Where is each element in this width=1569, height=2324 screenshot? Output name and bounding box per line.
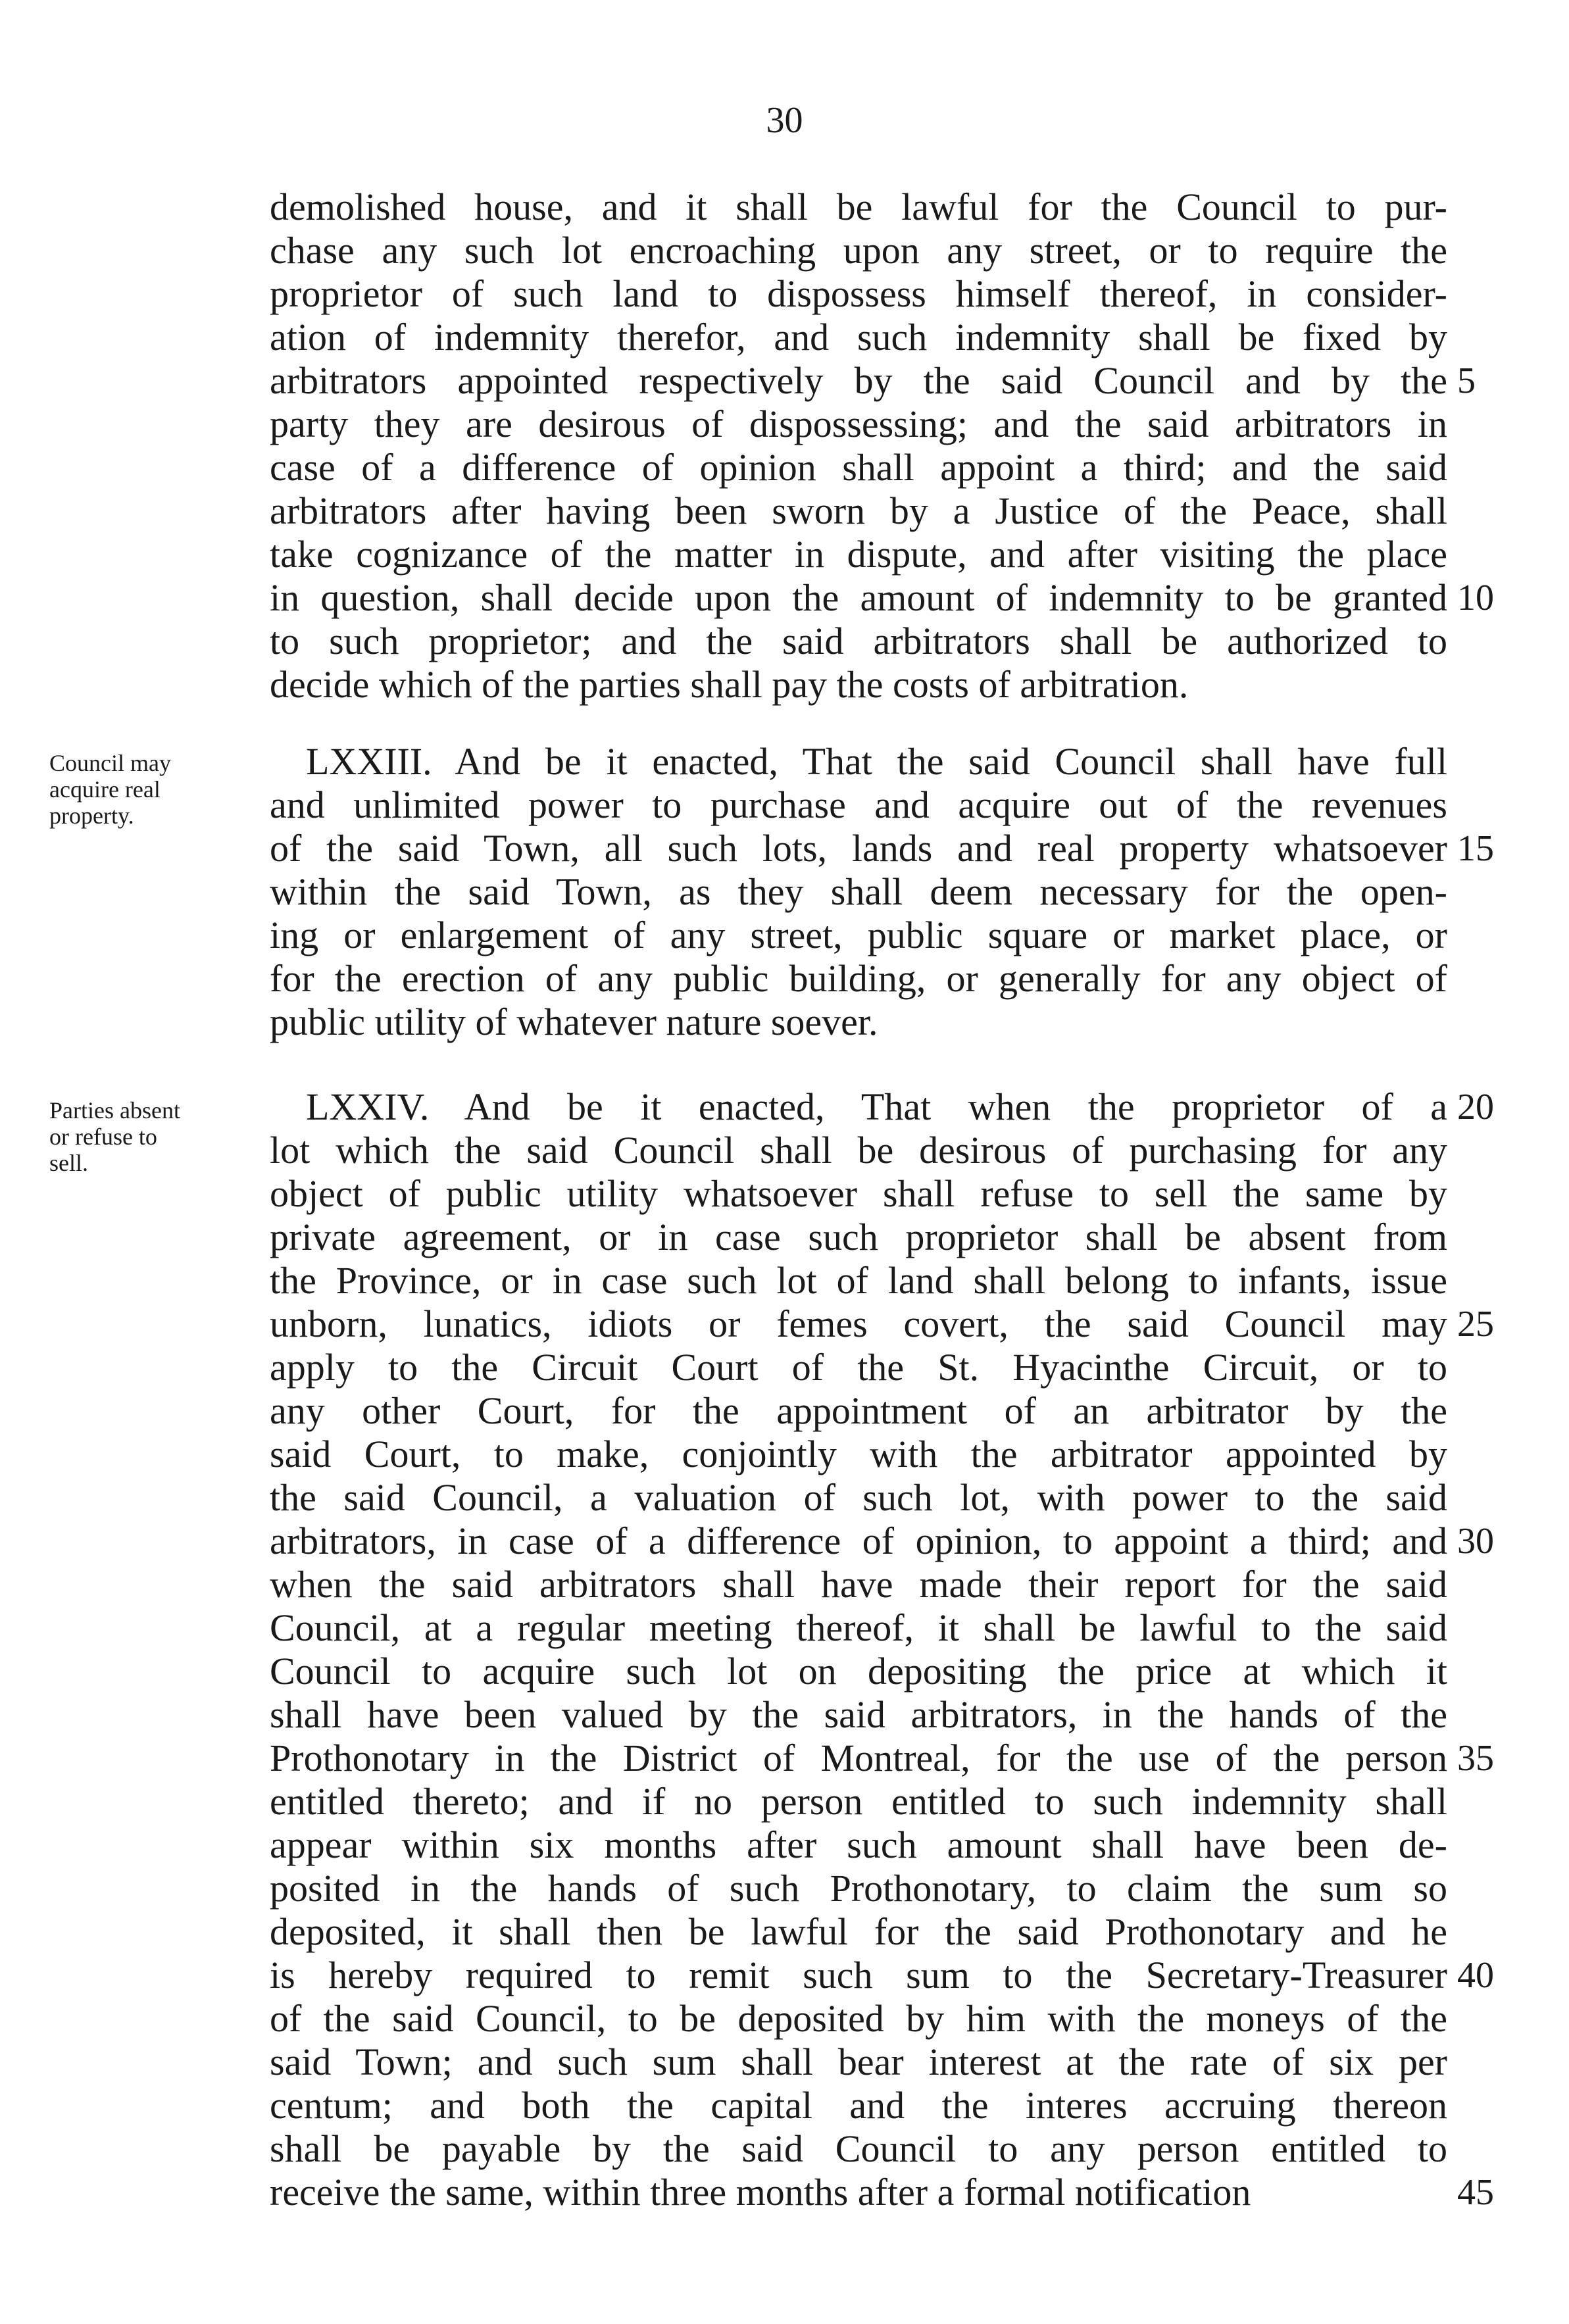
text-line: object of public utility whatsoever shall refuse to sell the same by <box>270 1172 1447 1215</box>
text-line: demolished house, and it shall be lawful for the Council to pur- <box>270 185 1447 228</box>
text-line: ation of indemnity therefor, and such indemnity shall be fixed by <box>270 316 1447 358</box>
line-number: 35 <box>1457 1738 1494 1779</box>
text-line: and unlimited power to purchase and acquire out of the revenues <box>270 783 1447 826</box>
text-line: within the said Town, as they shall deem necessary for the open- <box>270 870 1447 913</box>
text-line: shall be payable by the said Council to any person entitled to <box>270 2127 1447 2170</box>
line-number: 5 <box>1457 360 1476 401</box>
line-number: 10 <box>1457 578 1494 618</box>
paragraph-continuation <box>270 185 1447 706</box>
text-line: unborn, lunatics, idiots or femes covert, the said Council may <box>270 1302 1447 1345</box>
line-number: 15 <box>1457 828 1494 869</box>
text-line: LXXIV. And be it enacted, That when the proprietor of a <box>306 1085 1447 1128</box>
text-line: arbitrators after having been sworn by a Justice of the Peace, shall <box>270 489 1447 532</box>
line-number: 45 <box>1457 2172 1494 2213</box>
text-line: party they are desirous of dispossessing; and the said arbitrators in <box>270 403 1447 445</box>
text-line: is hereby required to remit such sum to the Secretary-Treasurer <box>270 1954 1447 1996</box>
text-line: centum; and both the capital and the interes accruing thereon <box>270 2084 1447 2127</box>
text-line: Council to acquire such lot on depositing the price at which it <box>270 1650 1447 1693</box>
line-number: 20 <box>1457 1087 1494 1127</box>
text-line: any other Court, for the appointment of an arbitrator by the <box>270 1389 1447 1432</box>
text-line: deposited, it shall then be lawful for the said Prothonotary and he <box>270 1910 1447 1953</box>
text-line: to such proprietor; and the said arbitrators shall be authorized to <box>270 620 1447 662</box>
margin-note-line: or refuse to <box>49 1124 157 1150</box>
margin-note-line: Parties absent <box>49 1097 180 1124</box>
margin-note-lxxiv <box>49 1097 260 1176</box>
text-line: posited in the hands of such Prothonotary, to claim the sum so <box>270 1867 1447 1910</box>
page-number: 30 <box>766 100 803 141</box>
text-line: appear within six months after such amount shall have been de- <box>270 1823 1447 1866</box>
text-line: decide which of the parties shall pay the costs of arbitration. <box>270 663 1189 706</box>
text-line: said Court, to make, conjointly with the arbitrator appointed by <box>270 1433 1447 1475</box>
text-line: chase any such lot encroaching upon any street, or to require the <box>270 229 1447 272</box>
text-line: entitled thereto; and if no person entitled to such indemnity shall <box>270 1780 1447 1823</box>
line-number: 25 <box>1457 1304 1494 1345</box>
text-line: private agreement, or in case such proprietor shall be absent from <box>270 1216 1447 1258</box>
text-line: Council, at a regular meeting thereof, it shall be lawful to the said <box>270 1606 1447 1649</box>
text-line: of the said Town, all such lots, lands and real property whatsoever <box>270 827 1447 870</box>
text-line: apply to the Circuit Court of the St. Hyacinthe Circuit, or to <box>270 1346 1447 1389</box>
text-line: public utility of whatever nature soever. <box>270 1001 878 1043</box>
text-line: in question, shall decide upon the amount of indemnity to be granted <box>270 576 1447 619</box>
text-line: for the erection of any public building, or generally for any object of <box>270 957 1447 1000</box>
text-line: proprietor of such land to dispossess himself thereof, in consider- <box>270 272 1447 315</box>
margin-note-line: acquire real <box>49 776 161 803</box>
margin-note-line: property. <box>49 803 134 829</box>
text-line: arbitrators, in case of a difference of opinion, to appoint a third; and <box>270 1520 1447 1562</box>
text-line: the said Council, a valuation of such lot, with power to the said <box>270 1476 1447 1519</box>
section-lxxiii <box>270 740 1447 1044</box>
text-line: lot which the said Council shall be desirous of purchasing for any <box>270 1129 1447 1172</box>
margin-note-line: Council may <box>49 750 171 776</box>
text-line: of the said Council, to be deposited by him with the moneys of the <box>270 1997 1447 2040</box>
text-line: the Province, or in case such lot of land shall belong to infants, issue <box>270 1259 1447 1302</box>
text-line: ing or enlargement of any street, public square or market place, or <box>270 914 1447 956</box>
text-line: when the said arbitrators shall have made their report for the said <box>270 1563 1447 1606</box>
text-line: said Town; and such sum shall bear interest at the rate of six per <box>270 2040 1447 2083</box>
margin-note-line: sell. <box>49 1150 88 1176</box>
section-lxxiv <box>270 1085 1447 2214</box>
text-line: LXXIII. And be it enacted, That the said Council shall have full <box>306 740 1447 783</box>
text-line: receive the same, within three months after a formal notification <box>270 2171 1251 2213</box>
margin-note-lxxiii <box>49 750 260 829</box>
text-line: take cognizance of the matter in dispute, and after visiting the place <box>270 533 1447 576</box>
text-line: Prothonotary in the District of Montreal, for the use of the person <box>270 1737 1447 1779</box>
text-line: shall have been valued by the said arbitrators, in the hands of the <box>270 1693 1447 1736</box>
text-line: arbitrators appointed respectively by the said Council and by the <box>270 359 1447 402</box>
text-line: case of a difference of opinion shall appoint a third; and the said <box>270 446 1447 489</box>
line-number: 30 <box>1457 1521 1494 1562</box>
line-number: 40 <box>1457 1955 1494 1996</box>
